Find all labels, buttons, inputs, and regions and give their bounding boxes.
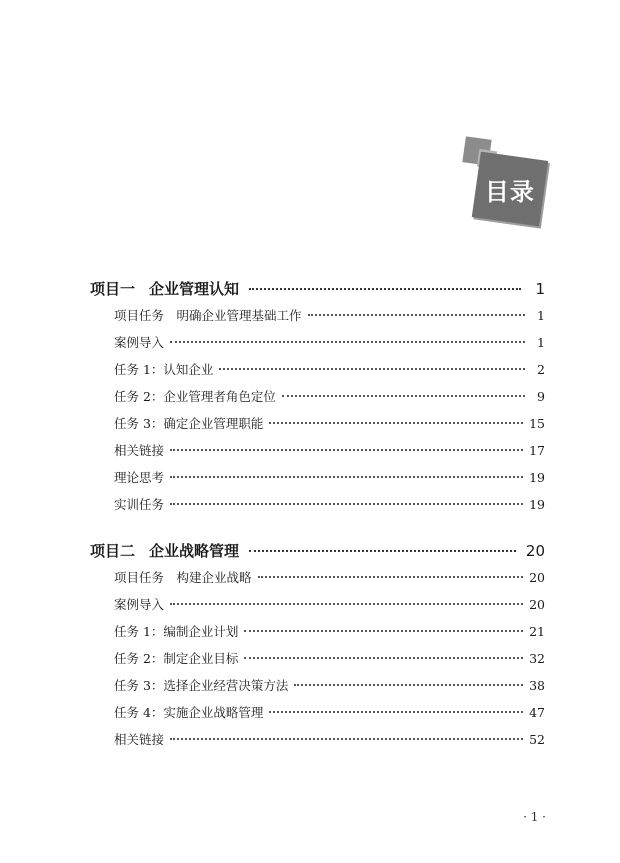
toc-entry[interactable] — [90, 676, 545, 703]
toc-entry[interactable] — [90, 622, 545, 649]
toc-entry[interactable] — [90, 703, 545, 730]
dot-leader — [244, 657, 523, 659]
entry-title: 任务 1：编制企业计划 — [114, 624, 239, 639]
dot-leader — [170, 449, 523, 451]
dot-leader — [308, 314, 525, 316]
dot-leader — [269, 422, 523, 424]
page-number: · 1 · — [523, 810, 546, 824]
entry-page: 47 — [529, 705, 545, 720]
entry-page: 9 — [537, 389, 545, 404]
dot-leader — [170, 503, 523, 505]
entry-page: 19 — [529, 497, 545, 512]
dot-leader — [244, 630, 523, 632]
toc-section-heading[interactable] — [90, 278, 545, 306]
toc-entry[interactable] — [90, 468, 545, 495]
dot-leader — [219, 368, 525, 370]
entry-title: 任务 4：实施企业战略管理 — [114, 705, 264, 720]
entry-page: 21 — [529, 624, 545, 639]
entry-page: 52 — [529, 732, 545, 747]
entry-page: 15 — [529, 416, 545, 431]
section-number: 项目二 — [90, 542, 136, 560]
dot-leader — [249, 550, 516, 552]
entry-title: 项目任务 明确企业管理基础工作 — [114, 308, 302, 323]
badge-main — [472, 152, 549, 227]
table-of-contents — [90, 278, 545, 775]
entry-title: 任务 2：企业管理者角色定位 — [114, 389, 276, 404]
entry-title: 案例导入 — [114, 335, 165, 350]
entry-title: 项目任务 构建企业战略 — [114, 570, 252, 585]
section-page: 20 — [525, 542, 545, 560]
entry-page: 20 — [529, 570, 545, 585]
section-title: 企业战略管理 — [149, 542, 240, 560]
entry-title: 案例导入 — [114, 597, 165, 612]
entry-page: 1 — [537, 335, 545, 350]
entry-title: 任务 3：确定企业管理职能 — [114, 416, 264, 431]
toc-section-heading[interactable] — [90, 540, 545, 568]
dot-leader — [249, 288, 521, 290]
dot-leader — [294, 684, 523, 686]
entry-page: 17 — [529, 443, 545, 458]
dot-leader — [282, 395, 525, 397]
toc-entry[interactable] — [90, 333, 545, 360]
toc-entry[interactable] — [90, 568, 545, 595]
entry-page: 2 — [537, 362, 545, 377]
section-number: 项目一 — [90, 280, 136, 298]
toc-entry[interactable] — [90, 387, 545, 414]
dot-leader — [170, 476, 523, 478]
dot-leader — [258, 576, 524, 578]
section-page: 1 — [535, 280, 545, 298]
toc-entry[interactable] — [90, 595, 545, 622]
entry-title: 理论思考 — [114, 470, 165, 485]
dot-leader — [170, 603, 523, 605]
section-title: 企业管理认知 — [149, 280, 240, 298]
toc-badge — [458, 136, 558, 232]
entry-page: 38 — [529, 678, 545, 693]
toc-section — [90, 278, 545, 522]
entry-title: 相关链接 — [114, 732, 165, 747]
entry-page: 32 — [529, 651, 545, 666]
toc-section — [90, 540, 545, 757]
toc-entry[interactable] — [90, 360, 545, 387]
entry-title: 实训任务 — [114, 497, 165, 512]
toc-entry[interactable] — [90, 441, 545, 468]
entry-page: 1 — [537, 308, 545, 323]
entry-title: 任务 2：制定企业目标 — [114, 651, 239, 666]
entry-page: 19 — [529, 470, 545, 485]
toc-entry[interactable] — [90, 649, 545, 676]
entry-title: 任务 1：认知企业 — [114, 362, 214, 377]
dot-leader — [269, 711, 523, 713]
entry-title: 任务 3：选择企业经营决策方法 — [114, 678, 289, 693]
toc-entry[interactable] — [90, 730, 545, 757]
entry-page: 20 — [529, 597, 545, 612]
dot-leader — [170, 738, 523, 740]
toc-entry[interactable] — [90, 306, 545, 333]
toc-entry[interactable] — [90, 414, 545, 441]
toc-entry[interactable] — [90, 495, 545, 522]
dot-leader — [170, 341, 525, 343]
badge-title: 目录 — [485, 177, 535, 206]
entry-title: 相关链接 — [114, 443, 165, 458]
